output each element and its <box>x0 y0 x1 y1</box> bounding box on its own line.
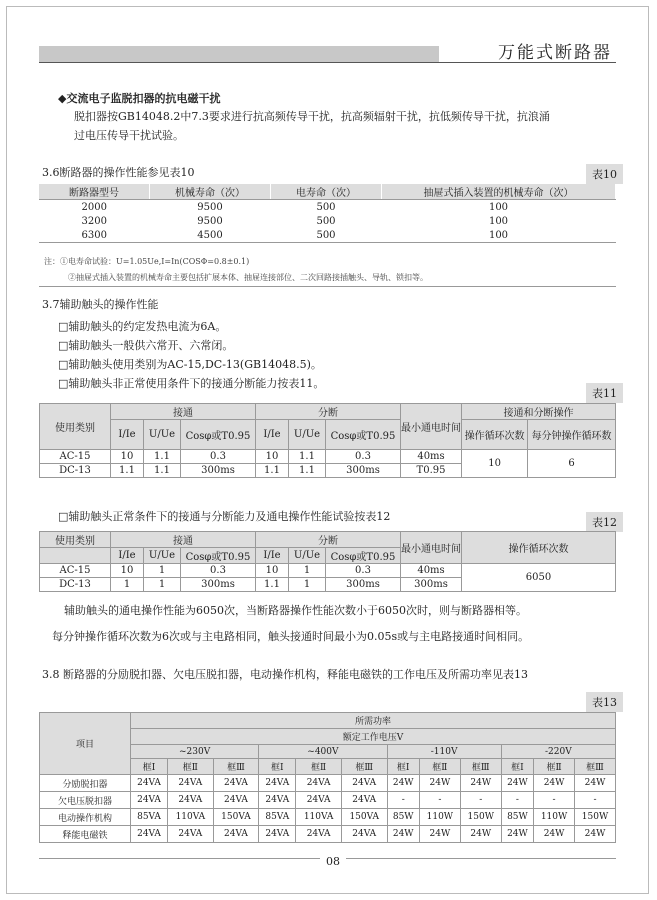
cell: 24VA <box>296 775 342 792</box>
page-title: 万能式断路器 <box>498 43 612 63</box>
aux-item: □辅助触头一般供六常开、六常闭。 <box>58 339 234 352</box>
t12-sub-header: I/Ie <box>256 548 289 564</box>
cell: 300ms <box>326 464 401 478</box>
cell: 500 <box>316 215 336 227</box>
table-row <box>40 792 616 809</box>
cell: - <box>575 792 616 809</box>
cell: 24VA <box>131 775 168 792</box>
t13-row-label: 电动操作机构 <box>40 809 131 826</box>
cell: 100 <box>488 215 509 227</box>
cell: 4500 <box>150 228 271 243</box>
cell: 40ms <box>401 450 462 464</box>
cell: 0.3 <box>326 564 401 578</box>
table12-tag: 表12 <box>586 512 623 532</box>
cell: 1 <box>111 578 144 592</box>
cell: - <box>419 792 460 809</box>
cell: 500 <box>271 228 382 243</box>
t11-ops-value: 10 <box>462 450 528 478</box>
table-12 <box>39 531 616 592</box>
cell: 24W <box>387 826 419 843</box>
t13-volt: -220V <box>501 745 615 759</box>
aux-item: □辅助触头非正常使用条件下的接通分断能力按表11。 <box>58 377 325 390</box>
t12-sub-header: Cosφ或T0.95 <box>181 548 256 564</box>
t11-sub-header: Cosφ或T0.95 <box>326 420 401 450</box>
header-bar <box>39 46 439 62</box>
cell: 1.1 <box>111 464 144 478</box>
cell: 24W <box>460 826 501 843</box>
cell: 24W <box>534 775 575 792</box>
cell: - <box>387 792 419 809</box>
cell: 3200 <box>81 215 107 227</box>
table-row <box>40 809 616 826</box>
t13-volt-header: 额定工作电压V <box>131 729 616 745</box>
t13-frame: 框Ⅱ <box>419 759 460 775</box>
divider <box>39 286 616 287</box>
t13-frame: 框Ⅲ <box>575 759 616 775</box>
cell: 24VA <box>168 792 214 809</box>
table-10 <box>39 184 616 243</box>
cell: 85VA <box>259 809 296 826</box>
cell: 24VA <box>259 775 296 792</box>
t13-power-header: 所需功率 <box>131 713 616 729</box>
cell: 150W <box>460 809 501 826</box>
cell: 24VA <box>213 775 259 792</box>
cell: 1.1 <box>144 464 181 478</box>
t12-paragraph-1: 辅助触头的通电操作性能为6050次，当断路器操作性能次数小于6050次时，则与断路器相等。 <box>64 604 527 617</box>
cell: - <box>534 792 575 809</box>
t13-frame: 框Ⅲ <box>213 759 259 775</box>
cell: T0.95 <box>401 464 462 478</box>
cell: 85W <box>387 809 419 826</box>
cell: 1 <box>144 578 181 592</box>
cell: 150VA <box>341 809 387 826</box>
cell: 24VA <box>168 775 214 792</box>
t12-sub-header: Cosφ或T0.95 <box>326 548 401 564</box>
t11-sub-header: Cosφ或T0.95 <box>181 420 256 450</box>
intro-bullet: ◆交流电子监脱扣器的抗电磁干扰 <box>58 92 221 105</box>
intro-line1: 脱扣器按GB14048.2中7.3要求进行抗高频传导干扰，抗高频辐射干扰，抗低频传导干扰，抗浪涌 <box>74 110 550 123</box>
t13-volt: -110V <box>387 745 501 759</box>
section-3-8-title: 3.8 断路器的分励脱扣器、欠电压脱扣器，电动操作机构，释能电磁铁的工作电压及所需功率见表13 <box>42 668 528 681</box>
page-number: 08 <box>320 855 346 868</box>
t13-frame: 框Ⅲ <box>460 759 501 775</box>
cell: 300ms <box>181 578 256 592</box>
cell: 9500 <box>197 201 223 213</box>
cell: 24VA <box>213 792 259 809</box>
cell: 0.3 <box>181 564 256 578</box>
table-row <box>40 826 616 843</box>
cell: 110W <box>419 809 460 826</box>
t10-header: 断路器型号 <box>39 184 150 200</box>
cell: 85VA <box>131 809 168 826</box>
t13-volt: ~230V <box>131 745 259 759</box>
cell: DC-13 <box>40 464 111 478</box>
cell: 150VA <box>213 809 259 826</box>
t12-sub-header: U/Ue <box>289 548 326 564</box>
t11-min-header: 最小通电时间 <box>401 404 462 450</box>
cell: 24W <box>460 775 501 792</box>
t13-volt: ~400V <box>259 745 387 759</box>
cell: 2000 <box>81 201 107 213</box>
cell: 10 <box>111 564 144 578</box>
cell: 24W <box>501 775 533 792</box>
cell: 24VA <box>296 792 342 809</box>
cell: 24VA <box>341 792 387 809</box>
table12-title: □辅助触头正常条件下的接通与分断能力及通电操作性能试验按表12 <box>58 510 391 523</box>
cell: 24VA <box>131 826 168 843</box>
table-row <box>39 228 616 243</box>
cell: 100 <box>382 228 616 243</box>
t13-frame: 框Ⅰ <box>131 759 168 775</box>
t12-on-header: 接通 <box>111 532 256 548</box>
cell: 500 <box>316 201 336 213</box>
t12-paragraph-2: 每分钟操作循环次数为6次或与主电路相同，触头接通时间最小为0.05s或与主电路接通时间相同。 <box>52 630 530 643</box>
cell: 10 <box>111 450 144 464</box>
cell: 24W <box>419 826 460 843</box>
t13-frame: 框Ⅰ <box>387 759 419 775</box>
t13-frame: 框Ⅱ <box>534 759 575 775</box>
intro-line2: 过电压传导干扰试验。 <box>74 129 184 142</box>
t13-frame: 框Ⅱ <box>296 759 342 775</box>
t12-cycles-header: 操作循环次数 <box>462 532 616 564</box>
aux-item: □辅助触头的约定发热电流为6A。 <box>58 320 227 333</box>
cell: 24W <box>575 826 616 843</box>
cell: 24VA <box>213 826 259 843</box>
cell: 24W <box>387 775 419 792</box>
cell: 110VA <box>168 809 214 826</box>
cell: 1 <box>289 578 326 592</box>
table13-tag: 表13 <box>586 692 623 712</box>
cell: 150W <box>575 809 616 826</box>
cell: 24VA <box>259 826 296 843</box>
cell: 24VA <box>296 826 342 843</box>
cell: 24VA <box>341 775 387 792</box>
t11-op-header: 接通和分断操作 <box>462 404 616 420</box>
t13-row-label: 分励脱扣器 <box>40 775 131 792</box>
t11-sub-header: U/Ue <box>144 420 181 450</box>
t11-on-header: 接通 <box>111 404 256 420</box>
t13-row-label: 释能电磁铁 <box>40 826 131 843</box>
t13-frame: 框Ⅲ <box>341 759 387 775</box>
cell: 10 <box>256 564 289 578</box>
cell: 300ms <box>401 578 462 592</box>
table-row <box>39 200 616 215</box>
t13-frame: 框Ⅱ <box>168 759 214 775</box>
cell: 110W <box>534 809 575 826</box>
cell: - <box>501 792 533 809</box>
t10-note-1: 注：①电寿命试验：U=1.05Ue,I=In(COSΦ=0.8±0.1) <box>44 257 250 266</box>
cell: 1.1 <box>256 464 289 478</box>
t12-sub-header: U/Ue <box>144 548 181 564</box>
cell: 0.3 <box>181 450 256 464</box>
cell: 10 <box>256 450 289 464</box>
t13-frame: 框Ⅰ <box>259 759 296 775</box>
t12-cycles-value: 6050 <box>462 564 616 592</box>
cell: 6300 <box>39 228 150 243</box>
cell: 24VA <box>341 826 387 843</box>
t13-row-label: 欠电压脱扣器 <box>40 792 131 809</box>
cell: 0.3 <box>326 450 401 464</box>
t13-frame: 框Ⅰ <box>501 759 533 775</box>
cell: 24VA <box>131 792 168 809</box>
cell: 24VA <box>259 792 296 809</box>
table-row <box>40 564 616 578</box>
t10-header: 抽屉式插入装置的机械寿命（次） <box>382 184 616 200</box>
table-row <box>40 775 616 792</box>
cell: 1.1 <box>289 464 326 478</box>
cell: - <box>460 792 501 809</box>
cell: 1 <box>144 564 181 578</box>
cell: 24W <box>419 775 460 792</box>
cell: 40ms <box>401 564 462 578</box>
cell: AC-15 <box>40 450 111 464</box>
table-row <box>40 450 616 464</box>
t10-note-2: ②抽屉式插入装置的机械寿命主要包括扩展本体、抽屉连接部位、二次回路接插触头、导轨、锁扣等。 <box>68 273 428 282</box>
t12-min-header: 最小通电时间 <box>401 532 462 564</box>
t11-sub-header: I/Ie <box>256 420 289 450</box>
cell: 110VA <box>296 809 342 826</box>
section-3-7-title: 3.7辅助触头的操作性能 <box>42 298 159 311</box>
table-13 <box>39 712 616 843</box>
t11-opm-header: 每分钟操作循环数 <box>528 420 616 450</box>
t11-sub-header: U/Ue <box>289 420 326 450</box>
table-11 <box>39 403 616 478</box>
table-row <box>39 214 616 228</box>
cell: 24W <box>501 826 533 843</box>
cell: 100 <box>488 201 509 213</box>
table11-tag: 表11 <box>586 383 623 403</box>
t13-item-header: 项目 <box>40 713 131 775</box>
cell: 9500 <box>197 215 223 227</box>
section-3-6-title: 3.6断路器的操作性能参见表10 <box>42 166 195 179</box>
t11-sub-header: I/Ie <box>111 420 144 450</box>
aux-item: □辅助触头使用类别为AC-15,DC-13(GB14048.5)。 <box>58 358 322 371</box>
t11-cat-header: 使用类别 <box>40 404 111 450</box>
cell: 300ms <box>326 578 401 592</box>
cell: 300ms <box>181 464 256 478</box>
table10-tag: 表10 <box>586 164 623 184</box>
t10-header: 机械寿命（次） <box>150 184 271 200</box>
t12-sub-header: I/Ie <box>111 548 144 564</box>
t12-cat-header: 使用类别 <box>40 532 111 548</box>
cell: 1.1 <box>289 450 326 464</box>
t12-off-header: 分断 <box>256 532 401 548</box>
cell: 24VA <box>168 826 214 843</box>
t10-header: 电寿命（次） <box>271 184 382 200</box>
cell: 1 <box>289 564 326 578</box>
cell: 85W <box>501 809 533 826</box>
cell: 1.1 <box>256 578 289 592</box>
cell: 24W <box>575 775 616 792</box>
cell: 24W <box>534 826 575 843</box>
cell: 1.1 <box>144 450 181 464</box>
cell: DC-13 <box>40 578 111 592</box>
t11-ops-header: 操作循环次数 <box>462 420 528 450</box>
t11-opm-value: 6 <box>528 450 616 478</box>
cell: AC-15 <box>40 564 111 578</box>
t11-off-header: 分断 <box>256 404 401 420</box>
